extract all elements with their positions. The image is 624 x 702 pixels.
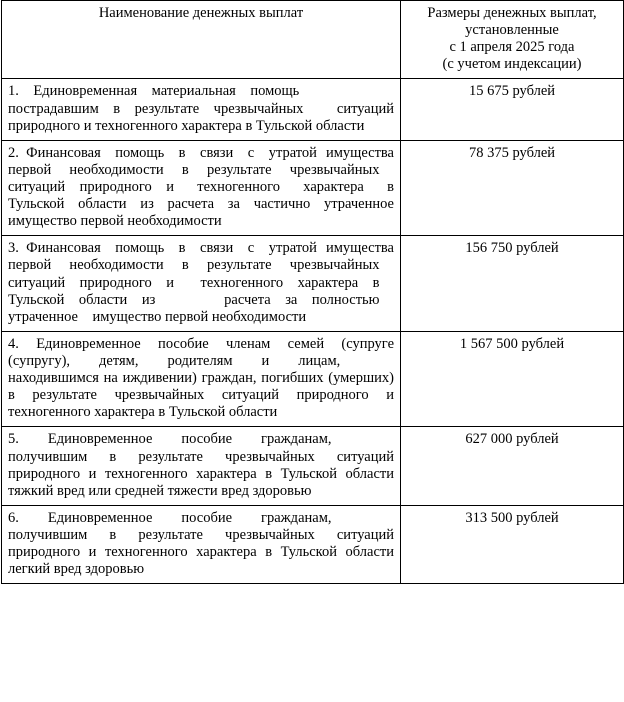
payment-name: 1. Единовременная материальная помощь пострадавшим в результате чрезвычайных ситуаций природного и техногенного характера в Тульской области — [2, 79, 401, 140]
table-header-row — [2, 1, 624, 79]
header-amount-line-2: установленные — [465, 22, 559, 39]
payment-amount: 78 375 рублей — [401, 140, 624, 236]
payment-name: 2. Финансовая помощь в связи с утратой имущества первой необходимости в результате чрезвычайных ситуаций природного и техногенного характера в Тульской области из расчета за частично утраченное имущество первой необходимости — [2, 140, 401, 236]
payment-amount: 156 750 рублей — [401, 236, 624, 332]
table-row — [2, 505, 624, 583]
header-cell-amount — [401, 1, 624, 79]
payment-name: 6. Единовременное пособие гражданам, получившим в результате чрезвычайных ситуаций природного и техногенного характера в Тульской области легкий вред здоровью — [2, 505, 401, 583]
table-row — [2, 427, 624, 505]
payment-name: 3. Финансовая помощь в связи с утратой имущества первой необходимости в результате чрезвычайных ситуаций природного и техногенного характера в Тульской области из расчета за полностью утраченное имущество первой необходимости — [2, 236, 401, 332]
table-row — [2, 79, 624, 140]
payment-amount: 1 567 500 рублей — [401, 331, 624, 427]
payment-name: 4. Единовременное пособие членам семей (супруге (супругу), детям, родителям и лицам, находившимся на иждивении) граждан, погибших (умерших) в результате чрезвычайных ситуаций природного и техногенного характера в Тульской области — [2, 331, 401, 427]
table-row — [2, 140, 624, 236]
payments-table — [1, 0, 624, 584]
table-row — [2, 236, 624, 332]
header-amount-line-3: с 1 апреля 2025 года — [449, 39, 575, 56]
payment-amount: 627 000 рублей — [401, 427, 624, 505]
payment-name: 5. Единовременное пособие гражданам, получившим в результате чрезвычайных ситуаций природного и техногенного характера в Тульской области тяжкий вред или средней тяжести вред здоровью — [2, 427, 401, 505]
header-amount-line-4: (с учетом индексации) — [442, 56, 582, 73]
table-row — [2, 331, 624, 427]
payment-amount: 15 675 рублей — [401, 79, 624, 140]
header-cell-name: Наименование денежных выплат — [2, 1, 401, 79]
payment-amount: 313 500 рублей — [401, 505, 624, 583]
header-amount-line-1: Размеры денежных выплат, — [427, 5, 597, 21]
